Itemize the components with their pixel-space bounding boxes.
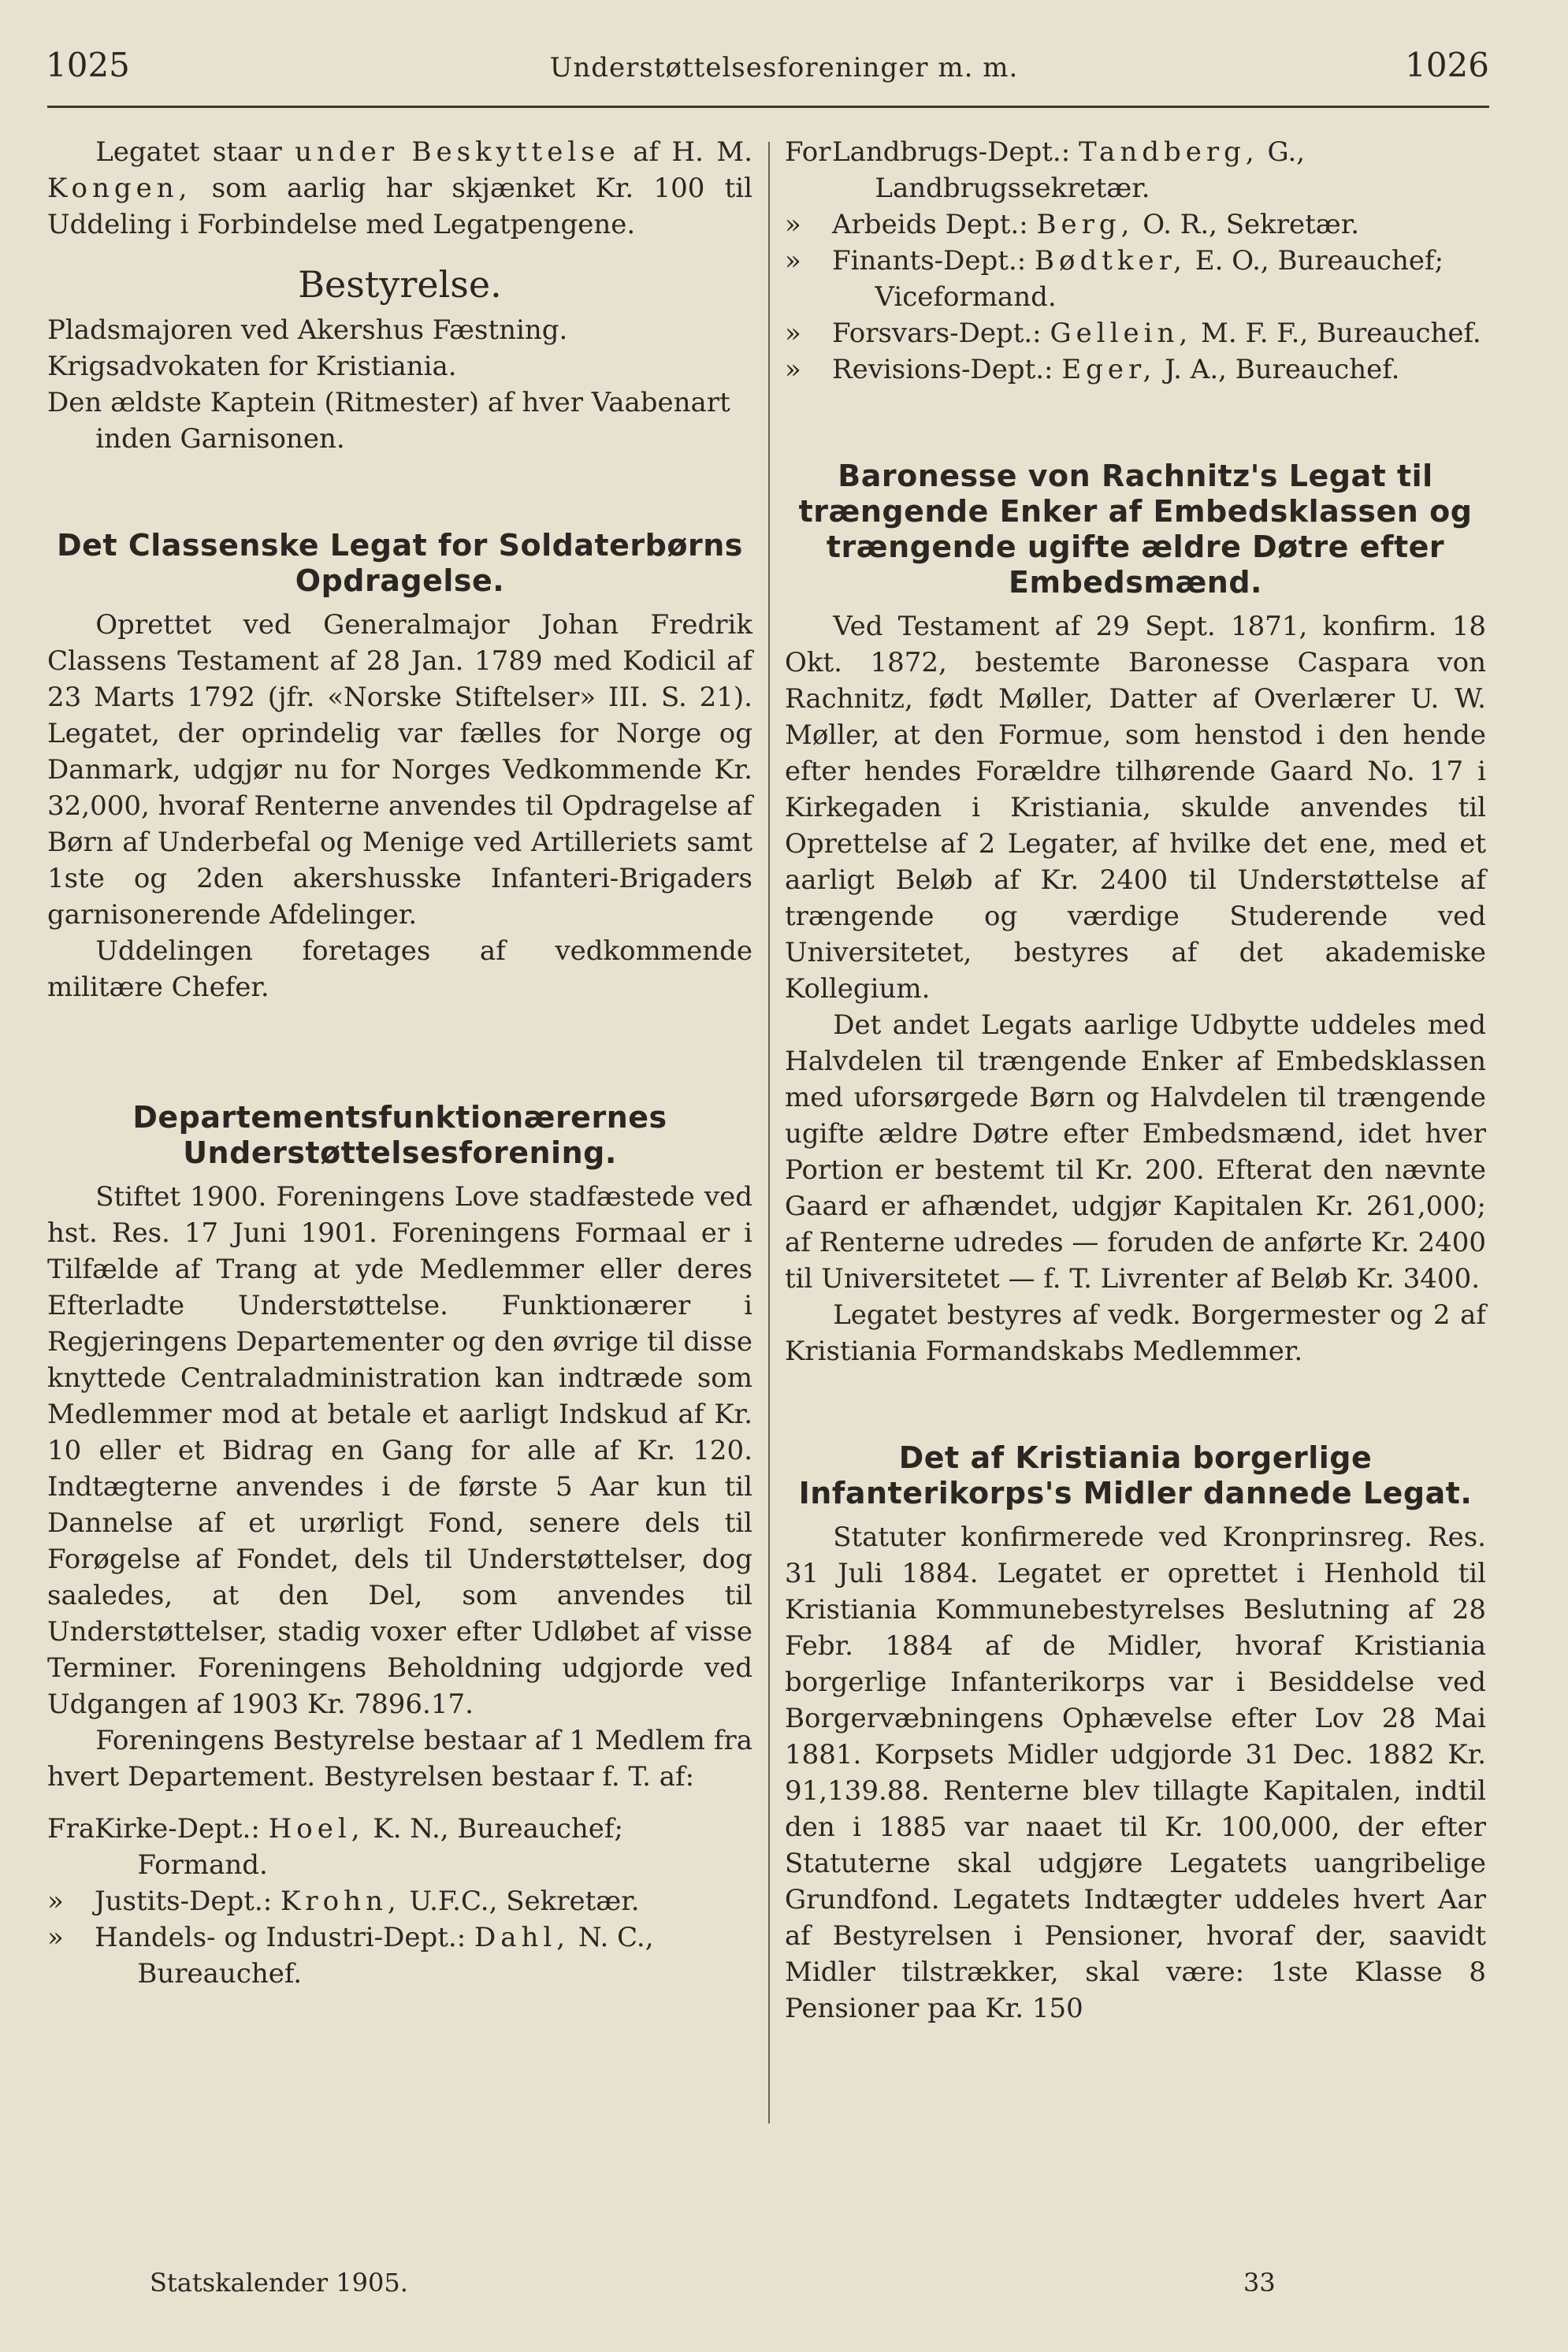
member-mark: » — [47, 1886, 64, 1917]
member-mark: » — [47, 1922, 64, 1953]
member-name: Eger, — [1061, 354, 1157, 385]
member-role: J. A., Bureauchef. — [1165, 354, 1400, 385]
spacer — [47, 457, 752, 512]
intro-mid: af H. M. — [633, 136, 753, 168]
member-entry — [95, 1883, 752, 1919]
member-entry — [832, 134, 1486, 206]
intro-beskyttelse: Beskyttelse — [411, 136, 620, 168]
spacer — [47, 1795, 752, 1811]
member-mark: Fra — [47, 1813, 95, 1845]
member-name: Berg, — [1036, 209, 1135, 240]
member-mark: » — [785, 318, 801, 349]
header-rule — [47, 106, 1489, 108]
dept-heading: Departementsfunktionærernes Understøttelsesforening. — [132, 1100, 667, 1170]
member-entry — [95, 1811, 752, 1883]
member-entry — [832, 351, 1486, 388]
member-name: Krohn, — [281, 1886, 401, 1917]
member-mark: For — [785, 136, 831, 168]
member-mark: » — [785, 245, 801, 277]
page-number-right: 1026 — [1405, 46, 1489, 84]
member-row — [47, 1883, 752, 1919]
running-title: Understøttelsesforeninger m. m. — [549, 52, 1019, 84]
left-column — [47, 134, 752, 1992]
member-name: Bødtker, — [1035, 245, 1187, 277]
intro-paragraph — [47, 134, 752, 243]
member-dept: Handels- og Industri-Dept.: — [95, 1922, 466, 1953]
member-name: Tandberg, — [1079, 136, 1259, 168]
dept-paragraph: Foreningens Bestyrelse bestaar af 1 Medlem fra hvert Departement. Bestyrelsen bestaar f. T. af: — [47, 1725, 752, 1793]
member-dept: Arbeids Dept.: — [832, 209, 1028, 240]
member-role: U.F.C., Sekretær. — [409, 1886, 640, 1917]
classen-paragraph: Oprettet ved Generalmajor Johan Fredrik Classens Testament af 28 Jan. 1789 med Kodicil af 23 Marts 1792 (jfr. «Norske Stiftelser» III. S. 21). Legatet, der oprindelig var fælles for Norge og Danmark, udgjør nu for Norges Vedkommende Kr. 32,000, hvoraf Renterne anvendes til Opdragelse af Børn af Underbefal og Menige ved Artilleriets samt 1ste og 2den akershusske Infanteri-Brigaders garnisonerende Afdelinger. — [47, 609, 752, 931]
member-role: E. O., Bureauchef; Viceformand. — [875, 245, 1444, 313]
member-row — [785, 243, 1486, 315]
member-role: K. N., Bureauchef; Formand. — [137, 1813, 623, 1881]
column-divider — [768, 142, 770, 2123]
member-row — [785, 351, 1486, 388]
rachnitz-paragraph: Legatet bestyres af vedk. Borgermester og 2 af Kristiania Formandskabs Medlemmer. — [785, 1299, 1486, 1367]
member-role: M. F. F., Bureauchef. — [1201, 318, 1481, 349]
infanteri-paragraph: Statuter konfirmerede ved Kronprinsreg. Res. 31 Juli 1884. Legatet er oprettet i Henhold til Kristiania Kommunebestyrelses Beslutning af 28 Febr. 1884 af de Midler, hvoraf Kristiania borgerlige Infanterikorps var i Besiddelse ved Borgervæbningens Ophævelse efter Lov 28 Mai 1881. Korpsets Midler udgjorde 31 Dec. 1882 Kr. 91,139.88. Renterne blev tillagte Kapitalen, indtil den i 1885 var naaet til Kr. 100,000, der efter Statuterne skal udgjøre Legatets uangribelige Grundfond. Legatets Indtægter uddeles hvert Aar af Bestyrelsen i Pensioner, hvoraf der, saavidt Midler tilstrækker, skal være: 1ste Klasse 8 Pensioner paa Kr. 150 — [785, 1522, 1486, 2024]
member-role: O. R., Sekretær. — [1143, 209, 1360, 240]
member-entry — [832, 315, 1486, 351]
member-mark: » — [785, 354, 801, 385]
member-role: G., Landbrugssekretær. — [875, 136, 1306, 204]
member-dept: Finants-Dept.: — [832, 245, 1027, 277]
intro-under: under — [295, 136, 399, 168]
classen-heading: Det Classenske Legat for Soldaterbørns Opdragelse. — [57, 528, 743, 598]
member-dept: Kirke-Dept.: — [95, 1813, 260, 1845]
member-entry — [832, 243, 1486, 315]
member-entry — [95, 1919, 752, 1992]
member-row — [785, 315, 1486, 351]
intro-text: Legatet staar — [95, 136, 282, 168]
rachnitz-paragraph: Det andet Legats aarlige Udbytte uddeles med Halvdelen til trængende Enker af Embedsklassen med uforsørgede Børn og Halvdelen til trængende ugifte ældre Døtre efter Embedsmænd, idet hver Portion er bestemt til Kr. 200. Efterat den nævnte Gaard er afhændet, udgjør Kapitalen Kr. 261,000; af Renterne udredes — foruden de anførte Kr. 2400 til Universitetet — f. T. Livrenter af Beløb Kr. 3400. — [785, 1009, 1486, 1295]
bestyrelse-heading: Bestyrelse. — [298, 263, 502, 306]
member-dept: Revisions-Dept.: — [832, 354, 1053, 385]
intro-post: som aarlig har skjænket Kr. 100 til Uddeling i Forbindelse med Legatpengene. — [47, 173, 752, 240]
infanteri-heading: Det af Kristiania borgerlige Infanterikorps's Midler dannede Legat. — [798, 1440, 1473, 1510]
rachnitz-heading: Baronesse von Rachnitz's Legat til trængende Enker af Embedsklassen og trængende ugifte ældre Døtre efter Embedsmænd. — [798, 459, 1473, 600]
rachnitz-paragraph: Ved Testament af 29 Sept. 1871, konfirm. 18 Okt. 1872, bestemte Baronesse Caspara von Rachnitz, født Møller, Datter af Overlærer U. W. Møller, at den Formue, som henstod i den hende efter hendes Forældre tilhørende Gaard No. 17 i Kirkegaden i Kristiania, skulde anvendes til Oprettelse af 2 Legater, af hvilke det ene, med et aarligt Beløb af Kr. 2400 til Understøttelse af trængende og værdige Studerende ved Universitetet, bestyres af det akademiske Kollegium. — [785, 611, 1486, 1005]
member-row — [785, 134, 1486, 206]
spacer — [785, 388, 1486, 443]
member-dept: Forsvars-Dept.: — [832, 318, 1042, 349]
footer-publication: Statskalender 1905. — [150, 2268, 408, 2298]
page-number-left: 1025 — [46, 46, 130, 84]
bestyrelse-line: Den ældste Kaptein (Ritmester) af hver Vaabenart inden Garnisonen. — [47, 387, 730, 455]
bestyrelse-line: Pladsmajoren ved Akershus Fæstning. — [47, 314, 568, 346]
spacer — [785, 1369, 1486, 1425]
right-column — [785, 134, 1486, 2027]
bestyrelse-line: Krigsadvokaten for Kristiania. — [47, 351, 457, 382]
member-row — [47, 1919, 752, 1992]
member-name: Gellein, — [1050, 318, 1193, 349]
intro-kongen: Kongen, — [47, 173, 192, 204]
member-entry — [832, 206, 1486, 243]
dept-paragraph: Stiftet 1900. Foreningens Love stadfæstede ved hst. Res. 17 Juni 1901. Foreningens Formaal er i Tilfælde af Trang at yde Medlemmer eller deres Efterladte Understøttelse. Funktionærer i Regjeringens Departementer og den øvrige til disse knyttede Centraladministration kan indtræde som Medlemmer mod at betale et aarligt Indskud af Kr. 10 eller et Bidrag en Gang for alle af Kr. 120. Indtægterne anvendes i de første 5 Aar kun til Dannelse af et urørligt Fond, senere dels til Forøgelse af Fondet, dels til Understøttelser, dog saaledes, at den Del, som anvendes til Understøttelser, stadig voxer efter Udløbet af visse Terminer. Foreningens Beholdning udgjorde ved Udgangen af 1903 Kr. 7896.17. — [47, 1181, 752, 1720]
footer-signature-number: 33 — [1243, 2268, 1276, 2298]
member-role: N. C., Bureauchef. — [137, 1922, 654, 1990]
classen-paragraph: Uddelingen foretages af vedkommende militære Chefer. — [47, 935, 752, 1003]
member-name: Dahl, — [474, 1922, 570, 1953]
spacer — [47, 1005, 752, 1084]
member-dept: Landbrugs-Dept.: — [832, 136, 1071, 168]
member-name: Hoel, — [268, 1813, 365, 1845]
member-dept: Justits-Dept.: — [95, 1886, 273, 1917]
member-row — [47, 1811, 752, 1883]
member-mark: » — [785, 209, 801, 240]
member-row — [785, 206, 1486, 243]
